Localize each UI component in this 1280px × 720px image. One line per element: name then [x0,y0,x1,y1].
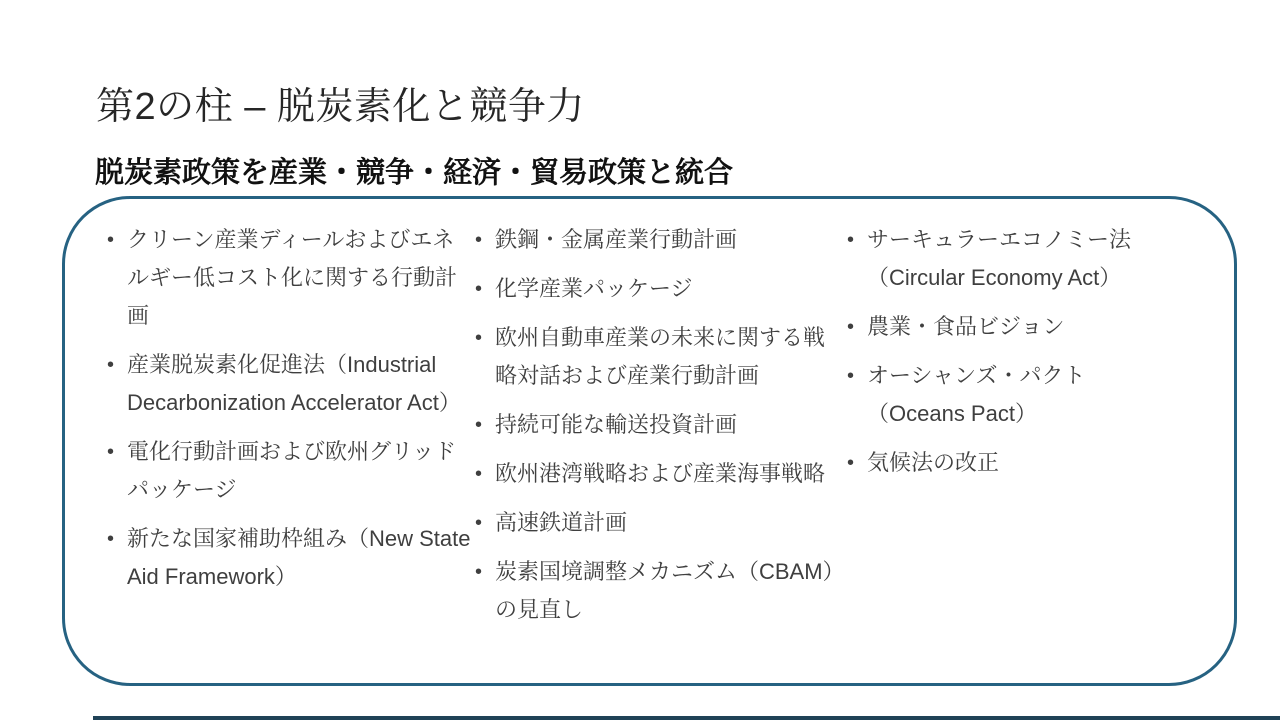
list-item: • 炭素国境調整メカニズム（CBAM）の見直し [473,553,845,629]
slide-title: 第2の柱 – 脱炭素化と競争力 [96,86,585,129]
list-item: • オーシャンズ・パクト（Oceans Pact） [845,357,1180,433]
list-item: • クリーン産業ディールおよびエネルギー低コスト化に関する行動計画 [105,221,473,335]
content-box [62,196,1237,686]
bullet-columns [105,221,1214,640]
slide-subtitle: 脱炭素政策を産業・競争・経済・貿易政策と統合 [95,157,734,190]
list-item: • 農業・食品ビジョン [845,308,1180,346]
list-item: • サーキュラーエコノミー法（Circular Economy Act） [845,221,1180,297]
bullet-column-3 [845,221,1180,493]
list-item: • 産業脱炭素化促進法（Industrial Decarbonization Accelerator Act） [105,346,473,422]
list-item: • 欧州港湾戦略および産業海事戦略 [473,455,845,493]
bottom-accent-bar [93,716,1280,720]
bullet-column-2 [473,221,845,640]
list-item: • 気候法の改正 [845,444,1180,482]
bullet-list [845,221,1180,482]
list-item: • 化学産業パッケージ [473,270,845,308]
bullet-list [105,221,473,596]
list-item: • 持続可能な輸送投資計画 [473,406,845,444]
bullet-list [473,221,845,629]
list-item: • 鉄鋼・金属産業行動計画 [473,221,845,259]
list-item: • 高速鉄道計画 [473,504,845,542]
list-item: • 電化行動計画および欧州グリッドパッケージ [105,433,473,509]
bullet-column-1 [105,221,473,607]
list-item: • 新たな国家補助枠組み（New State Aid Framework） [105,520,473,596]
list-item: • 欧州自動車産業の未来に関する戦略対話および産業行動計画 [473,319,845,395]
